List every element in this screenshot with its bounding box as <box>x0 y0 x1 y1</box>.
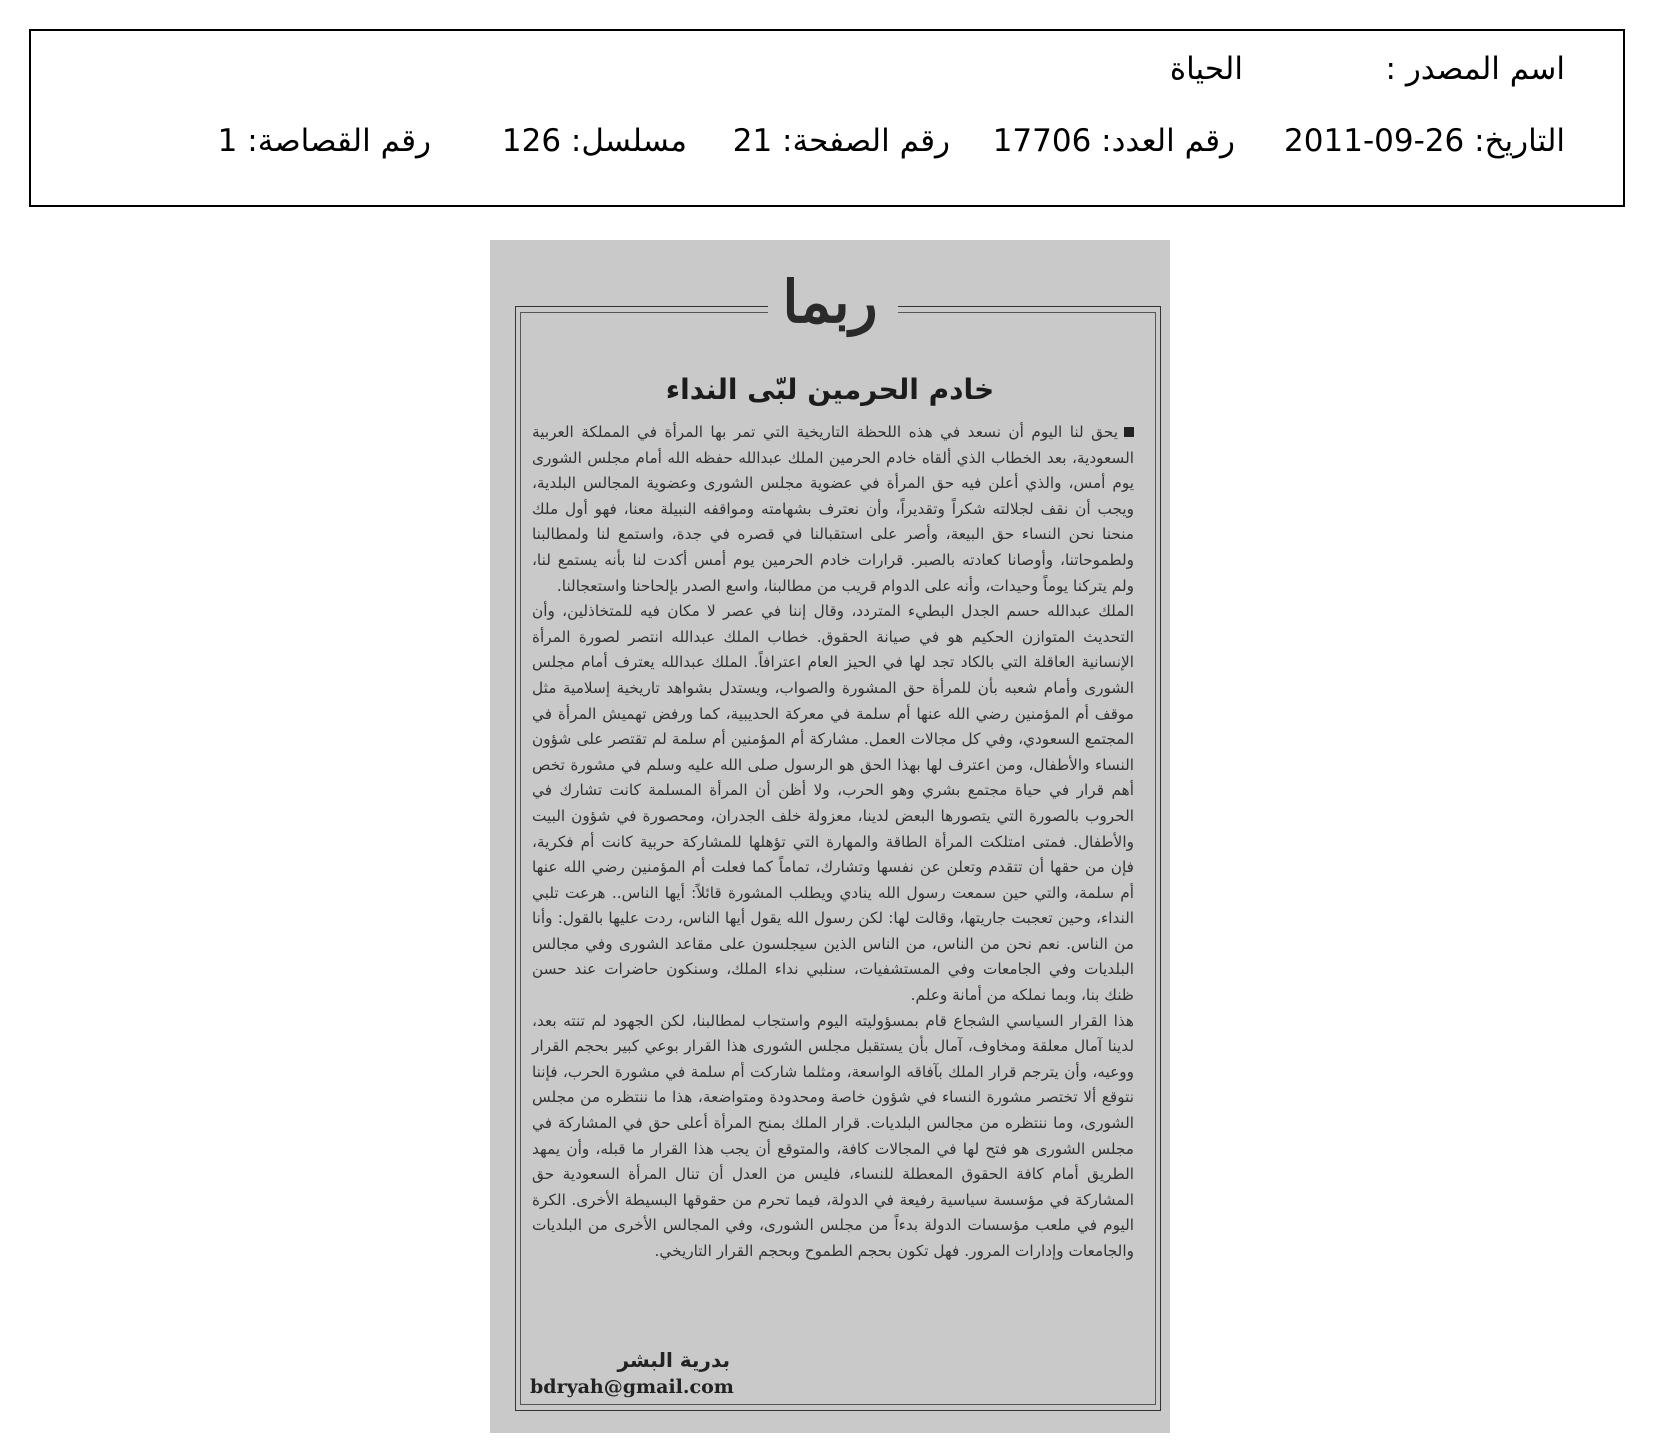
clip-number-field: رقم القصاصة: 1 <box>217 123 431 159</box>
newspaper-clipping <box>490 240 1170 1433</box>
serial-field: مسلسل: 126 <box>501 123 687 159</box>
metadata-row-details <box>71 123 1565 163</box>
page-field: رقم الصفحة: 21 <box>732 123 950 159</box>
article-paragraph: هذا القرار السياسي الشجاع قام بمسؤوليته اليوم واستجاب لمطالبنا، لكن الجهود لم تنته بعد، لدينا آمال معلقة ومخاوف، آمال بأن يستقبل مجلس الشورى هذا القرار بوعي كبير بحجم القرار ووعيه، وأن يترجم قرار الملك بآفاقه الواسعة، ومثلما شاركت أم سلمة في مشورة الحرب، فإننا نتوقع ألا تختصر مشورة النساء في شؤون خاصة ومحدودة ومتواضعة، هذا ما ننتظره من مجلس الشورى، وما ننتظره من مجالس البلديات. قرار الملك بمنح المرأة أعلى حق في المشاركة في مجلس الشورى هو فتح لها في المجالات كافة، والمتوقع أن يجب هذا القرار ما قبله، وأن يمهد الطريق أمام كافة الحقوق المعطلة للنساء، فليس من العدل أن تنال المرأة السعودية حق المشاركة في مؤسسة سياسية رفيعة في الدولة، فيما تحرم من حقوقها البسيطة الأخرى. الكرة اليوم في ملعب مؤسسات الدولة بدءاً من مجلس الشورى، وفي المجالس الأخرى من البلديات والجامعات وإدارات المرور. فهل تكون بحجم الطموح وبحجم القرار التاريخي. <box>532 1011 1134 1260</box>
paragraph-text: يحق لنا اليوم أن نسعد في هذه اللحظة التاريخية التي تمر بها المرأة في المملكة العربية السعودية، بعد الخطاب الذي ألقاه خادم الحرمين الملك عبدالله حفظه الله أمام مجلس الشورى يوم أمس، والذي أعلن فيه حق المرأة في عضوية مجلس الشورى وعضوية المجالس البلدية، ويجب أن نقف لجلالته شكراً وتقديراً، وأن نعترف بشهامته ومواقفه النبيلة معنا، فهو أول ملك منحنا نحن النساء حق البيعة، وأصر على استقبالنا في قصره في جدة، واستمع لنا ولمطالبنا ولطموحاتنا، وأوصانا كعادته بالصبر. قرارات خادم الحرمين يوم أمس أكدت لنا بأنه يستمع لنا، ولم يتركنا يوماً وحيدات، وأنه على الدوام قريب من مطالبنا، واسع الصدر بإلحاحنا واستعجالنا. <box>532 423 1134 595</box>
source-label: اسم المصدر : <box>1385 51 1565 87</box>
author-email: bdryah@gmail.com <box>530 1376 734 1398</box>
article-title: خادم الحرمين لبّى النداء <box>665 373 995 406</box>
column-logo: ربما <box>782 268 878 336</box>
clipping-metadata-box <box>29 29 1625 207</box>
article-body <box>532 420 1134 1265</box>
article-paragraph <box>532 420 1134 599</box>
source-value: الحياة <box>1169 51 1243 87</box>
issue-field: رقم العدد: 17706 <box>992 123 1235 159</box>
date-field: التاريخ: 26-09-2011 <box>1284 123 1565 159</box>
article-paragraph: الملك عبدالله حسم الجدل البطيء المتردد، وقال إننا في عصر لا مكان فيه للمتخاذلين، وأن التحديث المتوازن الحكيم هو في صيانة الحقوق. خطاب الملك عبدالله انتصر لصورة المرأة الإنسانية العاقلة التي بالكاد تجد لها في الحيز العام اعترافاً. الملك عبدالله يعترف أمام مجلس الشورى وأمام شعبه بأن للمرأة حق المشورة والصواب، ويستدل بشواهد تاريخية إسلامية مثل موقف أم المؤمنين رضي الله عنها أم سلمة في معركة الحديبية، كما ورفض تهميش المرأة في المجتمع السعودي، وفي كل مجالات العمل. مشاركة أم المؤمنين أم سلمة لم تقتصر على شؤون النساء والأطفال، ومن اعترف لها بهذا الحق هو الرسول صلى الله عليه وسلم في مشورة تخص أهم قرار في حياة مجتمع بشري وهو الحرب، ولا أظن أن المرأة المسلمة كانت تشارك في الحروب بالصورة التي يتصورها البعض لدينا، معزولة خلف الجدران، ومحصورة في شؤون البيت والأطفال. فمتى امتلكت المرأة الطاقة والمهارة التي تؤهلها للمشاركة حربية كانت أم فكرية، فإن من حقها أن تتقدم وتعلن عن نفسها وتشارك، تماماً كما فعلت أم المؤمنين رضي الله عنها أم سلمة، والتي حين سمعت رسول الله ينادي ويطلب المشورة قائلاً: أيها الناس.. هرعت تلبي النداء، وحين تعجبت جاريتها، وقالت لها: لكن رسول الله يقول أيها الناس، ردت عليها بالقول: وأنا من الناس. نعم نحن من الناس، من الناس الذين سيجلسون على مقاعد الشورى وفي مجالس البلديات وفي الجامعات وفي المستشفيات، سنلبي نداء الملك، وسنكون حاضرات عند حسن ظنك بنا، وبما نملكه من أمانة وعلم. <box>532 602 1134 1005</box>
bullet-icon <box>1124 427 1134 437</box>
metadata-row-source <box>71 51 1565 91</box>
author-name: بدرية البشر <box>617 1348 730 1372</box>
